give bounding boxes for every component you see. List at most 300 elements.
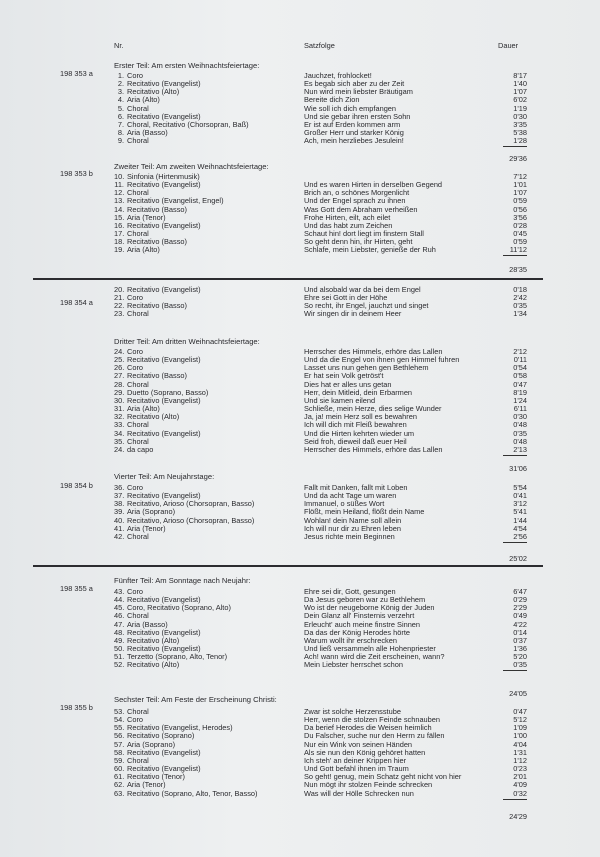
movement-type: Recitativo (Evangelist) xyxy=(127,355,201,365)
movement-text: Und sie gebar ihren ersten Sohn xyxy=(304,111,411,121)
movement-number: 25. xyxy=(114,355,125,365)
movement-duration: 0'47 xyxy=(513,707,527,716)
movement-number: 18. xyxy=(114,237,125,247)
movement-duration: 0'47 xyxy=(513,379,527,389)
movement-number: 2. xyxy=(117,79,124,89)
movement-row xyxy=(0,129,600,137)
movement-text: Dies hat er alles uns getan xyxy=(304,379,392,389)
movement-number: 21. xyxy=(114,293,125,303)
movement-type: Recitativo, Arioso (Chorsopran, Basso) xyxy=(127,515,255,525)
movement-duration: 2'01 xyxy=(513,772,527,782)
movement-type: Recitativo (Evangelist) xyxy=(127,595,201,605)
movement-type: Recitativo (Evangelist) xyxy=(127,111,201,121)
movement-number: 22. xyxy=(114,301,125,311)
catalog-number: 198 355 a xyxy=(60,584,93,593)
movement-type: Coro, Recitativo (Soprano, Alto) xyxy=(127,603,231,613)
movement-number: 39. xyxy=(114,507,125,517)
movement-duration: 0'23 xyxy=(513,764,527,774)
movement-text: Brich an, o schönes Morgenlicht xyxy=(304,188,410,198)
movement-number: 49. xyxy=(114,635,125,645)
movement-type: Choral xyxy=(127,755,149,765)
movement-type: Aria (Tenor) xyxy=(127,523,166,533)
movement-row xyxy=(0,105,600,113)
movement-type: Recitativo (Alto) xyxy=(127,635,180,645)
movement-number: 14. xyxy=(114,204,125,214)
movement-text: Nur ein Wink von seinen Händen xyxy=(304,739,413,749)
movement-text: Wo ist der neugeborne König der Juden xyxy=(304,603,435,613)
movement-text: Schlafe, mein Liebster, genieße der Ruh xyxy=(304,245,436,255)
movement-text: Was will der Hölle Schrecken nun xyxy=(304,788,414,798)
movement-number: 36. xyxy=(114,483,125,492)
movement-duration: 0'54 xyxy=(513,363,527,373)
movement-type: Choral xyxy=(127,436,149,446)
movement-type: Recitativo (Evangelist) xyxy=(127,395,201,405)
movement-number: 33. xyxy=(114,420,125,430)
movement-row xyxy=(0,405,600,413)
movement-number: 56. xyxy=(114,731,125,741)
movement-number: 47. xyxy=(114,619,125,629)
movement-text: Und sie kamen eilend xyxy=(304,395,376,405)
movement-type: Recitativo (Evangelist) xyxy=(127,428,201,438)
movement-text: Nun wird mein liebster Bräutigam xyxy=(304,87,413,97)
movement-text: Mein Liebster herrschet schon xyxy=(304,660,404,670)
movement-row xyxy=(0,421,600,429)
movement-row xyxy=(0,724,600,732)
movement-duration: 0'11 xyxy=(513,355,527,365)
movement-row xyxy=(0,484,600,492)
movement-duration: 4'09 xyxy=(513,780,527,790)
movement-row xyxy=(0,137,600,145)
movement-number: 45. xyxy=(114,603,125,613)
movement-row xyxy=(0,612,600,620)
movement-duration: 8'19 xyxy=(513,387,527,397)
movement-duration: 0'30 xyxy=(513,412,527,422)
movement-duration: 2'56 xyxy=(513,531,527,541)
movement-text: Wohlan! dein Name soll allein xyxy=(304,515,402,525)
movement-text: Flößt, mein Heiland, flößt dein Name xyxy=(304,507,425,517)
movement-type: Aria (Alto) xyxy=(127,245,160,255)
movement-type: Choral xyxy=(127,707,149,716)
movement-text: Jauchzet, frohlocket! xyxy=(304,71,372,80)
movement-number: 34. xyxy=(114,428,125,438)
catalog-number: 198 353 a xyxy=(60,69,93,78)
duration-underline xyxy=(503,670,527,671)
movement-text: Als sie nun den König gehöret hatten xyxy=(304,747,426,757)
movement-row xyxy=(0,310,600,318)
movement-type: Terzetto (Soprano, Alto, Tenor) xyxy=(127,652,228,662)
movement-duration: 1'01 xyxy=(513,180,527,190)
movement-type: Recitativo (Evangelist, Herodes) xyxy=(127,723,233,733)
movement-number: 6. xyxy=(117,111,124,121)
movement-duration: 1'07 xyxy=(513,87,527,97)
movement-type: Choral xyxy=(127,103,149,113)
movement-row xyxy=(0,413,600,421)
movement-text: Wir singen dir in deinem Heer xyxy=(304,309,402,319)
movement-type: Recitativo (Basso) xyxy=(127,301,187,311)
movement-number: 12. xyxy=(114,188,125,198)
movement-row xyxy=(0,389,600,397)
duration-underline xyxy=(503,255,527,256)
header-dauer: Dauer xyxy=(498,41,519,50)
part-title: Vierter Teil: Am Neujahrstage: xyxy=(114,472,215,481)
movement-duration: 6'02 xyxy=(513,95,527,105)
movement-text: Und da die Engel von ihnen gen Himmel fuhren xyxy=(304,355,460,365)
movement-text: Bereite dich Zion xyxy=(304,95,360,105)
movement-row xyxy=(0,214,600,222)
movement-duration: 0'29 xyxy=(513,595,527,605)
movement-row xyxy=(0,356,600,364)
movement-row xyxy=(0,246,600,254)
movement-row xyxy=(0,113,600,121)
movement-number: 53. xyxy=(114,707,125,716)
movement-duration: 1'24 xyxy=(513,395,527,405)
movement-type: Choral xyxy=(127,611,149,621)
movement-text: Ich will nur dir zu Ehren leben xyxy=(304,523,401,533)
movement-type: Aria (Alto) xyxy=(127,404,160,414)
movement-duration: 8'17 xyxy=(513,71,527,80)
movement-text: Da das der König Herodes hörte xyxy=(304,627,410,637)
movement-row xyxy=(0,197,600,205)
movement-number: 5. xyxy=(117,103,124,113)
movement-number: 58. xyxy=(114,747,125,757)
movement-text: Fallt mit Danken, fallt mit Loben xyxy=(304,483,408,492)
movement-row xyxy=(0,181,600,189)
movement-number: 38. xyxy=(114,499,125,509)
movement-text: Und das habt zum Zeichen xyxy=(304,220,393,230)
movement-number: 30. xyxy=(114,395,125,405)
movement-text: Und ließ versammeln alle Hohenpriester xyxy=(304,644,436,654)
movement-type: Recitativo (Evangelist) xyxy=(127,180,201,190)
movement-type: Choral xyxy=(127,188,149,198)
movement-row xyxy=(0,121,600,129)
movement-number: 55. xyxy=(114,723,125,733)
movement-text: Erleucht' auch meine finstre Sinnen xyxy=(304,619,421,629)
movement-duration: 5'54 xyxy=(513,483,527,492)
duration-underline xyxy=(503,799,527,800)
movement-row xyxy=(0,765,600,773)
movement-text: Und da acht Tage um waren xyxy=(304,491,397,501)
movement-number: 63. xyxy=(114,788,125,798)
movement-row xyxy=(0,88,600,96)
movement-row xyxy=(0,781,600,789)
movement-row xyxy=(0,348,600,356)
movement-duration: 1'19 xyxy=(513,103,527,113)
movement-number: 57. xyxy=(114,739,125,749)
movement-row xyxy=(0,757,600,765)
movement-number: 4. xyxy=(117,95,124,105)
movement-duration: 1'34 xyxy=(513,309,527,319)
movement-type: Aria (Tenor) xyxy=(127,780,166,790)
movement-row xyxy=(0,222,600,230)
movement-row xyxy=(0,708,600,716)
movement-type: Aria (Tenor) xyxy=(127,212,166,222)
movement-row xyxy=(0,372,600,380)
movement-duration: 0'48 xyxy=(513,420,527,430)
movement-duration: 4'22 xyxy=(513,619,527,629)
movement-number: 52. xyxy=(114,660,125,670)
movement-row xyxy=(0,604,600,612)
movement-text: Schließe, mein Herze, dies selige Wunder xyxy=(304,404,442,414)
movement-number: 37. xyxy=(114,491,125,501)
movement-number: 19. xyxy=(114,245,125,255)
movement-number: 62. xyxy=(114,780,125,790)
part-title: Sechster Teil: Am Feste der Erscheinung Christi: xyxy=(114,695,277,704)
movement-row xyxy=(0,732,600,740)
movement-duration: 5'12 xyxy=(513,715,527,725)
movement-duration: 0'37 xyxy=(513,635,527,645)
movement-text: Da Jesus geboren war zu Bethlehem xyxy=(304,595,426,605)
movement-number: 9. xyxy=(117,136,124,146)
movement-type: da capo xyxy=(127,444,154,454)
movement-text: Und alsobald war da bei dem Engel xyxy=(304,285,421,294)
movement-number: 26. xyxy=(114,363,125,373)
part-total: 24'05 xyxy=(509,689,527,698)
movement-row xyxy=(0,173,600,181)
movement-text: Da berief Herodes die Weisen heimlich xyxy=(304,723,432,733)
part-total: 29'36 xyxy=(509,154,527,163)
movement-type: Recitativo (Tenor) xyxy=(127,772,185,782)
movement-text: Ach! wann wird die Zeit erscheinen, wann? xyxy=(304,652,445,662)
movement-type: Recitativo (Basso) xyxy=(127,237,187,247)
movement-type: Duetto (Soprano, Basso) xyxy=(127,387,209,397)
header-nr: Nr. xyxy=(114,41,124,50)
movement-duration: 0'49 xyxy=(513,611,527,621)
movement-number: 29. xyxy=(114,387,125,397)
movement-text: Herrscher des Himmels, erhöre das Lallen xyxy=(304,444,443,454)
movement-type: Recitativo (Evangelist) xyxy=(127,79,201,89)
movement-duration: 1'28 xyxy=(513,136,527,146)
movement-duration: 1'12 xyxy=(513,755,527,765)
movement-row xyxy=(0,302,600,310)
catalog-number: 198 354 b xyxy=(60,481,93,490)
movement-duration: 3'56 xyxy=(513,212,527,222)
movement-row xyxy=(0,533,600,541)
movement-number: 10. xyxy=(114,172,125,181)
movement-number: 8. xyxy=(117,128,124,138)
movement-type: Aria (Soprano) xyxy=(127,507,176,517)
movement-type: Recitativo (Soprano, Alto, Tenor, Basso) xyxy=(127,788,258,798)
movement-number: 17. xyxy=(114,229,125,239)
movement-type: Recitativo (Evangelist) xyxy=(127,764,201,774)
movement-number: 46. xyxy=(114,611,125,621)
movement-duration: 0'58 xyxy=(513,371,527,381)
movement-type: Recitativo (Evangelist) xyxy=(127,627,201,637)
part-total: 25'02 xyxy=(509,554,527,563)
movement-text: Seid froh, dieweil daß euer Heil xyxy=(304,436,407,446)
movement-duration: 4'54 xyxy=(513,523,527,533)
movement-number: 43. xyxy=(114,587,125,596)
movement-row xyxy=(0,492,600,500)
movement-number: 15. xyxy=(114,212,125,222)
movement-text: Und Gott befahl ihnen im Traum xyxy=(304,764,409,774)
movement-type: Aria (Alto) xyxy=(127,95,160,105)
movement-row xyxy=(0,206,600,214)
movement-duration: 1'09 xyxy=(513,723,527,733)
movement-row xyxy=(0,189,600,197)
movement-duration: 0'41 xyxy=(513,491,527,501)
movement-row xyxy=(0,446,600,454)
part-separator xyxy=(33,278,543,280)
movement-text: Was Gott dem Abraham verheißen xyxy=(304,204,418,214)
movement-number: 54. xyxy=(114,715,125,725)
movement-type: Recitativo (Basso) xyxy=(127,204,187,214)
part-title: Fünfter Teil: Am Sonntage nach Neujahr: xyxy=(114,576,251,585)
movement-duration: 5'38 xyxy=(513,128,527,138)
movement-text: Frohe Hirten, eilt, ach eilet xyxy=(304,212,391,222)
movement-type: Choral xyxy=(127,420,149,430)
movement-type: Recitativo, Arioso (Chorsopran, Basso) xyxy=(127,499,255,509)
movement-duration: 2'13 xyxy=(513,444,527,454)
movement-number: 35. xyxy=(114,436,125,446)
movement-number: 40. xyxy=(114,515,125,525)
movement-duration: 3'35 xyxy=(513,119,527,129)
movement-type: Coro xyxy=(127,71,144,80)
movement-number: 32. xyxy=(114,412,125,422)
movement-number: 28. xyxy=(114,379,125,389)
movement-text: Und der Engel sprach zu ihnen xyxy=(304,196,406,206)
movement-row xyxy=(0,430,600,438)
movement-row xyxy=(0,517,600,525)
movement-row xyxy=(0,645,600,653)
catalog-number: 198 354 a xyxy=(60,298,93,307)
movement-duration: 0'35 xyxy=(513,660,527,670)
movement-row xyxy=(0,653,600,661)
movement-type: Recitativo (Soprano) xyxy=(127,731,195,741)
movement-duration: 0'45 xyxy=(513,229,527,239)
movement-duration: 0'30 xyxy=(513,111,527,121)
movement-duration: 0'28 xyxy=(513,220,527,230)
movement-duration: 3'12 xyxy=(513,499,527,509)
part-total: 31'06 xyxy=(509,464,527,473)
movement-type: Coro xyxy=(127,293,144,303)
movement-duration: 6'11 xyxy=(513,404,527,414)
catalog-number: 198 355 b xyxy=(60,703,93,712)
movement-text: So geht! genug, mein Schatz geht nicht von hier xyxy=(304,772,462,782)
movement-type: Recitativo (Alto) xyxy=(127,87,180,97)
movement-row xyxy=(0,621,600,629)
movement-duration: 1'44 xyxy=(513,515,527,525)
movement-text: Herr, wenn die stolzen Feinde schnauben xyxy=(304,715,440,725)
movement-number: 11. xyxy=(114,180,124,190)
movement-text: Immanuel, o süßes Wort xyxy=(304,499,385,509)
duration-underline xyxy=(503,455,527,456)
movement-text: Er ist auf Erden kommen arm xyxy=(304,119,401,129)
movement-text: Es begab sich aber zu der Zeit xyxy=(304,79,405,89)
movement-type: Choral xyxy=(127,229,149,239)
movement-text: Lasset uns nun gehen gen Bethlehem xyxy=(304,363,429,373)
movement-row xyxy=(0,741,600,749)
movement-row xyxy=(0,525,600,533)
movement-text: Ich will dich mit Fleiß bewahren xyxy=(304,420,407,430)
movement-type: Recitativo (Evangelist) xyxy=(127,747,201,757)
movement-text: Wie soll ich dich empfangen xyxy=(304,103,397,113)
movement-text: Zwar ist solche Herzensstube xyxy=(304,707,401,716)
movement-text: Ach, mein herzliebes Jesulein! xyxy=(304,136,404,146)
movement-duration: 0'35 xyxy=(513,301,527,311)
movement-duration: 2'29 xyxy=(513,603,527,613)
movement-type: Aria (Basso) xyxy=(127,128,168,138)
movement-number: 59. xyxy=(114,755,125,765)
movement-type: Recitativo (Evangelist) xyxy=(127,220,201,230)
movement-text: Und es waren Hirten in derselben Gegend xyxy=(304,180,443,190)
part-title: Dritter Teil: Am dritten Weihnachtsfeiertage: xyxy=(114,337,260,346)
part-separator xyxy=(33,565,543,567)
movement-row xyxy=(0,588,600,596)
movement-duration: 2'42 xyxy=(513,293,527,303)
movement-text: So geht denn hin, ihr Hirten, geht xyxy=(304,237,413,247)
movement-type: Choral xyxy=(127,379,149,389)
movement-row xyxy=(0,72,600,80)
movement-number: 48. xyxy=(114,627,125,637)
movement-number: 23. xyxy=(114,309,125,319)
movement-text: Dein Glanz all' Finsternis verzehrt xyxy=(304,611,415,621)
movement-number: 42. xyxy=(114,531,125,541)
movement-row xyxy=(0,629,600,637)
movement-row xyxy=(0,230,600,238)
movement-text: Jesus richte mein Beginnen xyxy=(304,531,395,541)
movement-text: Schaut hin! dort liegt im finstern Stall xyxy=(304,229,424,239)
movement-number: 24. xyxy=(114,444,125,454)
movement-text: Ich steh' an deiner Krippen hier xyxy=(304,755,407,765)
movement-number: 27. xyxy=(114,371,125,381)
movement-duration: 0'59 xyxy=(513,196,527,206)
movement-row xyxy=(0,294,600,302)
movement-row xyxy=(0,661,600,669)
movement-row xyxy=(0,508,600,516)
movement-type: Coro xyxy=(127,587,144,596)
movement-row xyxy=(0,773,600,781)
part-title: Erster Teil: Am ersten Weihnachtsfeiertage: xyxy=(114,61,260,70)
movement-text: Herrscher des Himmels, erhöre das Lallen xyxy=(304,347,443,356)
movement-number: 3. xyxy=(117,87,124,97)
movement-type: Choral xyxy=(127,136,149,146)
movement-row xyxy=(0,790,600,798)
movement-duration: 0'18 xyxy=(513,285,527,294)
movement-number: 50. xyxy=(114,644,125,654)
movement-duration: 1'00 xyxy=(513,731,527,741)
movement-duration: 0'14 xyxy=(513,627,527,637)
movement-type: Recitativo (Evangelist, Engel) xyxy=(127,196,224,206)
movement-duration: 2'12 xyxy=(513,347,527,356)
movement-type: Sinfonia (Hirtenmusik) xyxy=(127,172,200,181)
movement-text: Herr, dein Mitleid, dein Erbarmen xyxy=(304,387,413,397)
movement-row xyxy=(0,500,600,508)
movement-duration: 1'36 xyxy=(513,644,527,654)
movement-type: Choral, Recitativo (Chorsopran, Baß) xyxy=(127,119,249,129)
movement-row xyxy=(0,596,600,604)
duration-underline xyxy=(503,146,527,147)
movement-duration: 7'12 xyxy=(513,172,527,181)
movement-row xyxy=(0,96,600,104)
movement-text: Nun mögt ihr stolzen Feinde schrecken xyxy=(304,780,433,790)
part-total: 28'35 xyxy=(509,265,527,274)
movement-text: Ehre sei Gott in der Höhe xyxy=(304,293,388,303)
movement-row xyxy=(0,438,600,446)
movement-text: Du Falscher, suche nur den Herrn zu fällen xyxy=(304,731,445,741)
movement-type: Recitativo (Evangelist) xyxy=(127,491,201,501)
movement-number: 44. xyxy=(114,595,125,605)
catalog-number: 198 353 b xyxy=(60,169,93,178)
movement-number: 20. xyxy=(114,285,125,294)
movement-type: Aria (Basso) xyxy=(127,619,168,629)
movement-text: Warum wollt ihr erschrecken xyxy=(304,635,397,645)
movement-duration: 4'04 xyxy=(513,739,527,749)
header-satzfolge: Satzfolge xyxy=(304,41,335,50)
movement-duration: 0'48 xyxy=(513,436,527,446)
movement-duration: 1'07 xyxy=(513,188,527,198)
movement-duration: 11'12 xyxy=(509,245,527,255)
movement-duration: 6'47 xyxy=(513,587,527,596)
